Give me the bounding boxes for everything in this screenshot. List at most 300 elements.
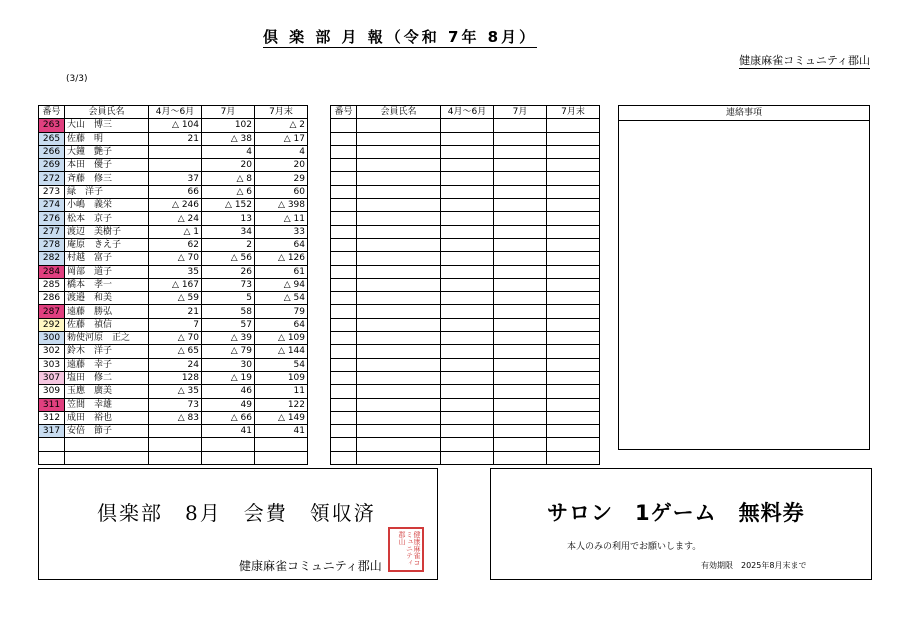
empty-cell [357, 119, 441, 132]
empty-cell [441, 398, 494, 411]
empty-cell [547, 292, 600, 305]
table-row [331, 132, 600, 145]
empty-cell [441, 318, 494, 331]
empty-cell [357, 345, 441, 358]
cell-q2: 24 [149, 358, 202, 371]
empty-cell [547, 132, 600, 145]
empty-cell [441, 145, 494, 158]
cell-name: 本田 優子 [65, 159, 149, 172]
table-row [331, 292, 600, 305]
cell-july: 73 [202, 278, 255, 291]
empty-cell [494, 292, 547, 305]
cell-q2 [149, 425, 202, 438]
table-row [39, 159, 308, 172]
cell-q2: △ 70 [149, 252, 202, 265]
empty-cell [494, 425, 547, 438]
cell-july-end: 11 [255, 385, 308, 398]
empty-cell [357, 132, 441, 145]
cell-number: 292 [39, 318, 65, 331]
empty-cell [494, 371, 547, 384]
table-row [39, 132, 308, 145]
cell-july: △ 8 [202, 172, 255, 185]
table-row [331, 318, 600, 331]
empty-cell [547, 305, 600, 318]
empty-cell [331, 358, 357, 371]
empty-cell [331, 292, 357, 305]
empty-cell [357, 332, 441, 345]
empty-cell [547, 185, 600, 198]
table-header-row [331, 106, 600, 119]
cell-q2: △ 59 [149, 292, 202, 305]
cell-name: 笠間 幸雄 [65, 398, 149, 411]
cell-number: 269 [39, 159, 65, 172]
empty-cell [441, 278, 494, 291]
empty-cell [331, 199, 357, 212]
empty-cell [357, 199, 441, 212]
empty-cell [494, 438, 547, 451]
cell-july-end [255, 438, 308, 451]
table-row [331, 172, 600, 185]
cell-july: △ 152 [202, 199, 255, 212]
cell-july-end: △ 144 [255, 345, 308, 358]
empty-cell [494, 265, 547, 278]
cell-july-end: △ 126 [255, 252, 308, 265]
cell-july: △ 6 [202, 185, 255, 198]
cell-name: 佐藤 禎信 [65, 318, 149, 331]
empty-cell [441, 185, 494, 198]
cell-number: 272 [39, 172, 65, 185]
cell-number: 302 [39, 345, 65, 358]
empty-cell [547, 425, 600, 438]
empty-cell [357, 292, 441, 305]
cell-q2: △ 1 [149, 225, 202, 238]
cell-number: 266 [39, 145, 65, 158]
empty-cell [547, 385, 600, 398]
cell-name: 橋本 孝一 [65, 278, 149, 291]
table-row [39, 238, 308, 251]
empty-cell [441, 225, 494, 238]
table-header-row [39, 106, 308, 119]
empty-cell [547, 252, 600, 265]
cell-name: 大鐘 艶子 [65, 145, 149, 158]
table-row [331, 371, 600, 384]
empty-cell [494, 212, 547, 225]
table-row [331, 159, 600, 172]
cell-name: 渡辺 美樹子 [65, 225, 149, 238]
cell-number: 282 [39, 252, 65, 265]
empty-cell [494, 358, 547, 371]
table-row [331, 278, 600, 291]
table-row [331, 238, 600, 251]
coupon-title: サロン 1ゲーム 無料券 [547, 501, 805, 525]
empty-cell [441, 159, 494, 172]
empty-cell [357, 225, 441, 238]
empty-cell [331, 159, 357, 172]
empty-cell [494, 385, 547, 398]
cell-q2: 35 [149, 265, 202, 278]
table-row [39, 199, 308, 212]
cell-july: 58 [202, 305, 255, 318]
empty-cell [494, 278, 547, 291]
empty-cell [357, 398, 441, 411]
empty-cell [547, 345, 600, 358]
cell-july-end: △ 54 [255, 292, 308, 305]
empty-cell [494, 451, 547, 464]
cell-july-end: 41 [255, 425, 308, 438]
cell-july-end: 20 [255, 159, 308, 172]
cell-q2: 128 [149, 371, 202, 384]
empty-cell [494, 305, 547, 318]
empty-cell [441, 371, 494, 384]
cell-july: △ 79 [202, 345, 255, 358]
empty-cell [357, 252, 441, 265]
empty-cell [357, 159, 441, 172]
table-row [39, 145, 308, 158]
table-row [331, 265, 600, 278]
empty-cell [494, 159, 547, 172]
empty-cell [331, 212, 357, 225]
cell-name: 遠藤 勝弘 [65, 305, 149, 318]
table-row [331, 212, 600, 225]
table-row [39, 398, 308, 411]
empty-cell [547, 225, 600, 238]
empty-cell [547, 398, 600, 411]
empty-cell [494, 332, 547, 345]
empty-cell [331, 252, 357, 265]
empty-cell [441, 172, 494, 185]
table-row [39, 358, 308, 371]
cell-july: △ 19 [202, 371, 255, 384]
empty-cell [547, 119, 600, 132]
table-row [39, 371, 308, 384]
cell-name: 大山 博三 [65, 119, 149, 132]
cell-july-end: 54 [255, 358, 308, 371]
cell-q2 [149, 145, 202, 158]
table-row [39, 438, 308, 451]
cell-q2: 7 [149, 318, 202, 331]
page-number: (3/3) [66, 74, 88, 84]
empty-cell [441, 425, 494, 438]
empty-cell [547, 145, 600, 158]
empty-cell [331, 132, 357, 145]
cell-july-end: 64 [255, 318, 308, 331]
empty-cell [547, 451, 600, 464]
table-row [331, 252, 600, 265]
table-row [39, 385, 308, 398]
cell-july-end: △ 398 [255, 199, 308, 212]
cell-number [39, 438, 65, 451]
empty-cell [357, 172, 441, 185]
table-row [331, 119, 600, 132]
table-row [39, 292, 308, 305]
empty-cell [441, 332, 494, 345]
table-row [39, 411, 308, 424]
cell-q2: △ 83 [149, 411, 202, 424]
empty-cell [441, 292, 494, 305]
empty-cell [357, 451, 441, 464]
empty-cell [441, 252, 494, 265]
col-header-name: 会員氏名 [65, 106, 149, 119]
empty-cell [357, 371, 441, 384]
cell-number: 277 [39, 225, 65, 238]
cell-q2: △ 167 [149, 278, 202, 291]
cell-name: 鈴木 洋子 [65, 345, 149, 358]
cell-number: 286 [39, 292, 65, 305]
receipt-box [38, 468, 438, 580]
cell-number: 285 [39, 278, 65, 291]
empty-cell [357, 185, 441, 198]
col-header-number: 番号 [331, 106, 357, 119]
empty-cell [494, 199, 547, 212]
empty-cell [494, 185, 547, 198]
cell-july: 102 [202, 119, 255, 132]
table-row [39, 185, 308, 198]
empty-cell [494, 172, 547, 185]
cell-july-end: △ 2 [255, 119, 308, 132]
member-table [38, 105, 308, 465]
receipt-org: 健康麻雀コミュニティ郡山 [239, 559, 382, 573]
table-row [331, 145, 600, 158]
cell-july [202, 438, 255, 451]
empty-cell [494, 225, 547, 238]
cell-number: 312 [39, 411, 65, 424]
cell-july-end: △ 109 [255, 332, 308, 345]
empty-cell [441, 119, 494, 132]
empty-cell [547, 358, 600, 371]
empty-cell [441, 212, 494, 225]
cell-q2: 73 [149, 398, 202, 411]
cell-q2: 66 [149, 185, 202, 198]
empty-cell [494, 119, 547, 132]
cell-number: 307 [39, 371, 65, 384]
cell-name [65, 451, 149, 464]
cell-name: 村越 富子 [65, 252, 149, 265]
cell-name: 安倍 節子 [65, 425, 149, 438]
cell-name: 緑 洋子 [65, 185, 149, 198]
empty-cell [547, 172, 600, 185]
cell-name: 塩田 修二 [65, 371, 149, 384]
cell-july: △ 66 [202, 411, 255, 424]
table-row [331, 398, 600, 411]
cell-july-end: 29 [255, 172, 308, 185]
empty-cell [357, 425, 441, 438]
empty-cell [547, 159, 600, 172]
cell-july: 2 [202, 238, 255, 251]
cell-q2 [149, 159, 202, 172]
empty-cell [441, 345, 494, 358]
empty-cell [547, 318, 600, 331]
table-row [331, 438, 600, 451]
cell-july: 26 [202, 265, 255, 278]
cell-july-end: △ 11 [255, 212, 308, 225]
empty-cell [547, 199, 600, 212]
seal-stamp: 健康麻雀コミュニティ郡山 [388, 527, 424, 572]
cell-july: 4 [202, 145, 255, 158]
empty-cell [494, 238, 547, 251]
cell-july: 30 [202, 358, 255, 371]
cell-number: 263 [39, 119, 65, 132]
empty-cell [331, 332, 357, 345]
empty-cell [331, 185, 357, 198]
cell-q2: 37 [149, 172, 202, 185]
cell-july-end: 33 [255, 225, 308, 238]
table-row [331, 385, 600, 398]
cell-q2: △ 35 [149, 385, 202, 398]
cell-july: 41 [202, 425, 255, 438]
cell-number: 311 [39, 398, 65, 411]
table-row [331, 358, 600, 371]
table-row [39, 265, 308, 278]
cell-q2: △ 24 [149, 212, 202, 225]
cell-number: 303 [39, 358, 65, 371]
empty-cell [494, 318, 547, 331]
notes-header: 連絡事項 [619, 106, 869, 121]
empty-cell [357, 265, 441, 278]
cell-number: 284 [39, 265, 65, 278]
cell-name: 松本 京子 [65, 212, 149, 225]
empty-cell [357, 238, 441, 251]
cell-number [39, 451, 65, 464]
empty-cell [331, 438, 357, 451]
empty-cell [357, 438, 441, 451]
cell-q2: 62 [149, 238, 202, 251]
empty-cell [357, 278, 441, 291]
cell-q2: △ 246 [149, 199, 202, 212]
table-row [331, 199, 600, 212]
table-row [39, 451, 308, 464]
cell-july-end: 60 [255, 185, 308, 198]
cell-july: △ 38 [202, 132, 255, 145]
table-row [331, 225, 600, 238]
table-row [331, 451, 600, 464]
cell-q2: 21 [149, 132, 202, 145]
cell-july-end: 109 [255, 371, 308, 384]
cell-q2 [149, 451, 202, 464]
empty-cell [357, 385, 441, 398]
col-header-q2: 4月～6月 [149, 106, 202, 119]
cell-july-end: 79 [255, 305, 308, 318]
empty-cell [494, 411, 547, 424]
cell-number: 317 [39, 425, 65, 438]
empty-cell [331, 451, 357, 464]
notes-box [618, 105, 870, 450]
empty-cell [547, 411, 600, 424]
table-row [331, 305, 600, 318]
empty-cell [441, 385, 494, 398]
table-row [331, 185, 600, 198]
table-row [39, 278, 308, 291]
page-title [0, 26, 800, 47]
cell-name: 小嶋 義栄 [65, 199, 149, 212]
cell-q2: 21 [149, 305, 202, 318]
empty-cell [441, 305, 494, 318]
empty-cell [357, 411, 441, 424]
col-header-q2: 4月～6月 [441, 106, 494, 119]
cell-july-end: 61 [255, 265, 308, 278]
empty-cell [441, 199, 494, 212]
empty-cell [494, 132, 547, 145]
table-row [39, 318, 308, 331]
cell-number: 274 [39, 199, 65, 212]
empty-cell [331, 238, 357, 251]
empty-cell [331, 371, 357, 384]
table-row [39, 119, 308, 132]
empty-cell [331, 265, 357, 278]
empty-cell [441, 451, 494, 464]
cell-july: 46 [202, 385, 255, 398]
col-header-name: 会員氏名 [357, 106, 441, 119]
table-row [39, 225, 308, 238]
receipt-text: 倶楽部 8月 会費 領収済 [97, 501, 376, 525]
table-row [331, 332, 600, 345]
empty-cell [331, 425, 357, 438]
table-row [39, 172, 308, 185]
cell-number: 273 [39, 185, 65, 198]
member-table-empty [330, 105, 600, 465]
cell-july: 34 [202, 225, 255, 238]
coupon-expiry: 有効期限 2025年8月末まで [701, 561, 807, 570]
cell-july-end: 4 [255, 145, 308, 158]
empty-cell [547, 278, 600, 291]
table-row [39, 305, 308, 318]
cell-july: 49 [202, 398, 255, 411]
org-name: 健康麻雀コミュニティ郡山 [739, 54, 870, 67]
empty-cell [331, 225, 357, 238]
empty-cell [331, 119, 357, 132]
empty-cell [357, 212, 441, 225]
cell-q2: △ 70 [149, 332, 202, 345]
table-row [39, 252, 308, 265]
empty-cell [357, 358, 441, 371]
coupon-note: 本人のみの利用でお願いします。 [567, 542, 702, 552]
empty-cell [441, 238, 494, 251]
empty-cell [547, 212, 600, 225]
empty-cell [441, 132, 494, 145]
empty-cell [331, 411, 357, 424]
col-header-number: 番号 [39, 106, 65, 119]
coupon-box [490, 468, 872, 580]
col-header-july-end: 7月末 [547, 106, 600, 119]
table-row [39, 332, 308, 345]
empty-cell [547, 371, 600, 384]
cell-name: 遠藤 幸子 [65, 358, 149, 371]
empty-cell [494, 345, 547, 358]
cell-july-end [255, 451, 308, 464]
empty-cell [331, 398, 357, 411]
empty-cell [441, 358, 494, 371]
cell-number: 265 [39, 132, 65, 145]
cell-q2 [149, 438, 202, 451]
empty-cell [357, 305, 441, 318]
empty-cell [331, 278, 357, 291]
cell-name: 佐藤 明 [65, 132, 149, 145]
empty-cell [357, 145, 441, 158]
cell-name: 勅使河原 正之 [65, 332, 149, 345]
empty-cell [547, 438, 600, 451]
empty-cell [547, 332, 600, 345]
empty-cell [441, 411, 494, 424]
cell-name: 斉藤 修三 [65, 172, 149, 185]
empty-cell [441, 265, 494, 278]
cell-july: 57 [202, 318, 255, 331]
table-row [39, 345, 308, 358]
cell-name: 渡邉 和美 [65, 292, 149, 305]
empty-cell [547, 238, 600, 251]
cell-july-end: △ 94 [255, 278, 308, 291]
empty-cell [331, 172, 357, 185]
table-row [331, 345, 600, 358]
cell-july [202, 451, 255, 464]
